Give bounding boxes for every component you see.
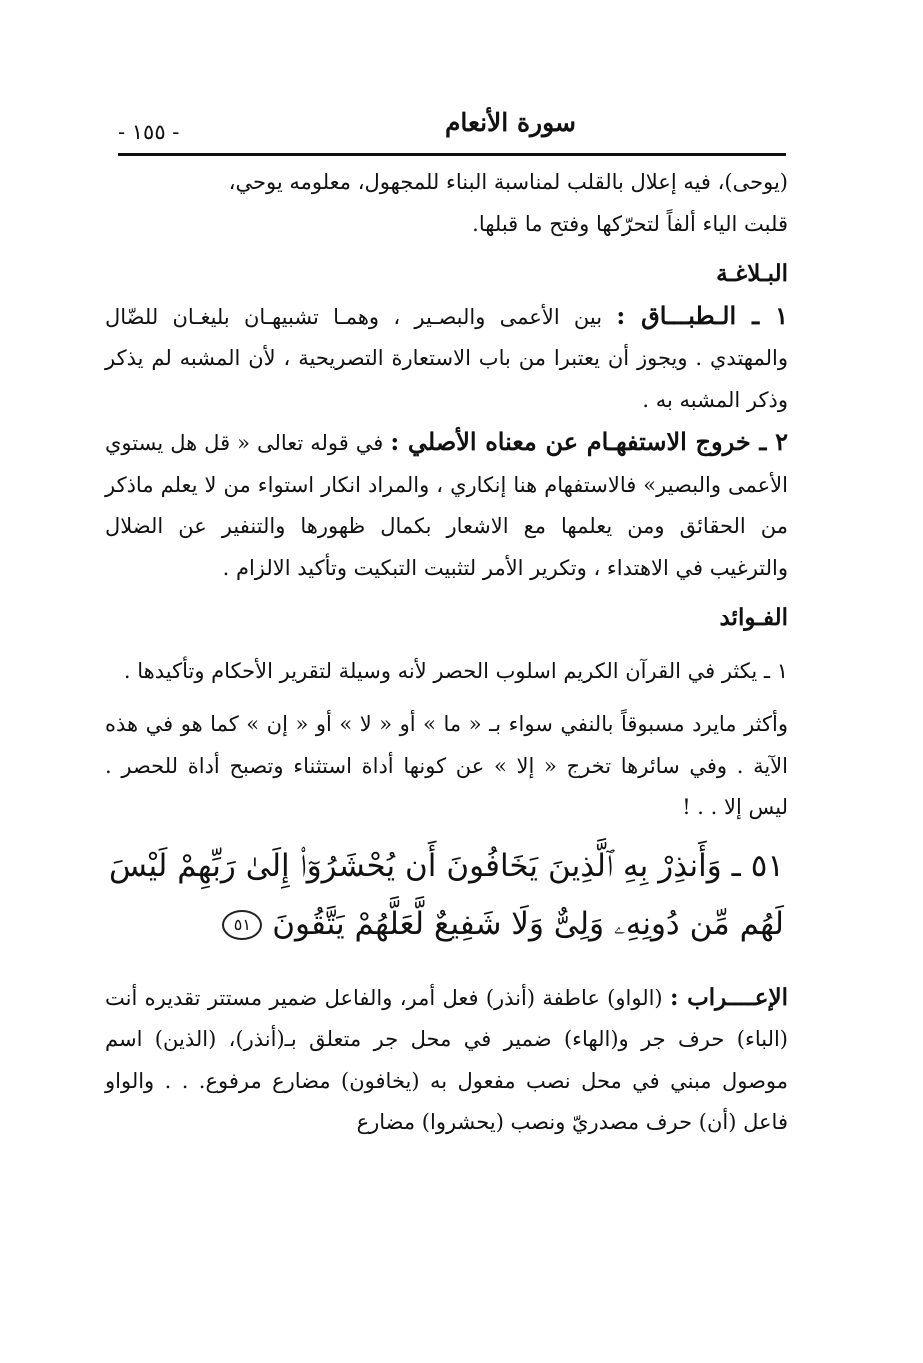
intro-line-1: (يوحى)، فيه إعلال بالقلب لمناسبة البناء للمجهول، معلومه يوحي، <box>228 170 788 194</box>
page-header <box>118 108 786 152</box>
page-number: - ١٥٥ - <box>118 120 180 144</box>
verse-number: ٥١ ـ <box>731 847 785 884</box>
balagha-item-2-label: ٢ ـ خروج الاستفهـام عن معناه الأصلي : <box>390 427 788 456</box>
fawaid-paragraph-2: وأكثر مايرد مسبوقاً بالنفي سواء بـ « ما » أو « لا » أو « إن » كما هو في هذه الآية . وفي سائرها تخرج « إلا » عن كونها أداة استثناء وتصبح أداة للحصر . ليس إلا . . ! <box>105 712 788 819</box>
quran-verse <box>105 837 788 953</box>
irab-paragraph <box>105 977 788 1144</box>
balagha-item-2-text: في قوله تعالى « قل هل يستوي الأعمى والبصير» فالاستفهام هنا إنكاري ، والمراد انكار استواء من لا يعلم ماذكر من الحقائق ومن يعلمها مع الاشعار بكمال ظهورها والتنفير عن الضلال والترغيب في الاهتداء ، وتكرير الأمر لتثبيت التبكيت وتأكيد الالزام . <box>105 431 788 580</box>
balagha-item-1-text: بين الأعمى والبصـير ، وهمـا تشبيهـان بليغـان للضّال والمهتدي . ويجوز أن يعتبرا من باب الاستعارة التصريحية ، لأن المشبه لم يذكر وذكر المشبه به . <box>105 304 788 412</box>
balagha-heading: البـلاغـة <box>716 260 788 287</box>
irab-text: (الواو) عاطفة (أنذر) فعل أمر، والفاعل ضمير مستتر تقديره أنت (الباء) حرف جر و(الهاء) ضمير في محل جر متعلق بـ(أنذر)، (الذين) اسم موصول مبني في محل نصب مفعول به (يخافون) مضارع مرفوع. . . والواو فاعل (أن) حرف مصدريّ ونصب (يحشروا) مضارع <box>105 985 788 1134</box>
header-rule <box>118 153 786 156</box>
intro-line-2: قلبت الياء ألفاً لتحرّكها وفتح ما قبلها. <box>472 211 788 236</box>
verse-text: وَأَنذِرْ بِهِ ٱلَّذِينَ يَخَافُونَ أَن يُحْشَرُوٓا۟ إِلَىٰ رَبِّهِمْ لَيْسَ لَهُم مِّن دُونِهِۦ وَلِىٌّ وَلَا شَفِيعٌ لَّعَلَّهُمْ يَتَّقُونَ <box>109 847 784 942</box>
spacer <box>105 639 788 651</box>
surah-title: سورة الأنعام <box>444 108 576 137</box>
fawaid-heading: الفـوائد <box>719 604 788 631</box>
balagha-item-2 <box>105 421 788 589</box>
balagha-item-1 <box>105 295 788 422</box>
irab-label: الإعــــراب : <box>669 983 788 1011</box>
spacer <box>105 692 788 704</box>
fawaid-paragraph-1: ١ ـ يكثر في القرآن الكريم اسلوب الحصر لأنه وسيلة لتقرير الأحكام وتأكيدها . <box>123 658 788 683</box>
ayah-end-mark: ٥١ <box>222 910 262 940</box>
balagha-item-1-label: ١ ـ الـطبـــاق : <box>616 300 788 330</box>
page-body <box>105 162 788 1144</box>
